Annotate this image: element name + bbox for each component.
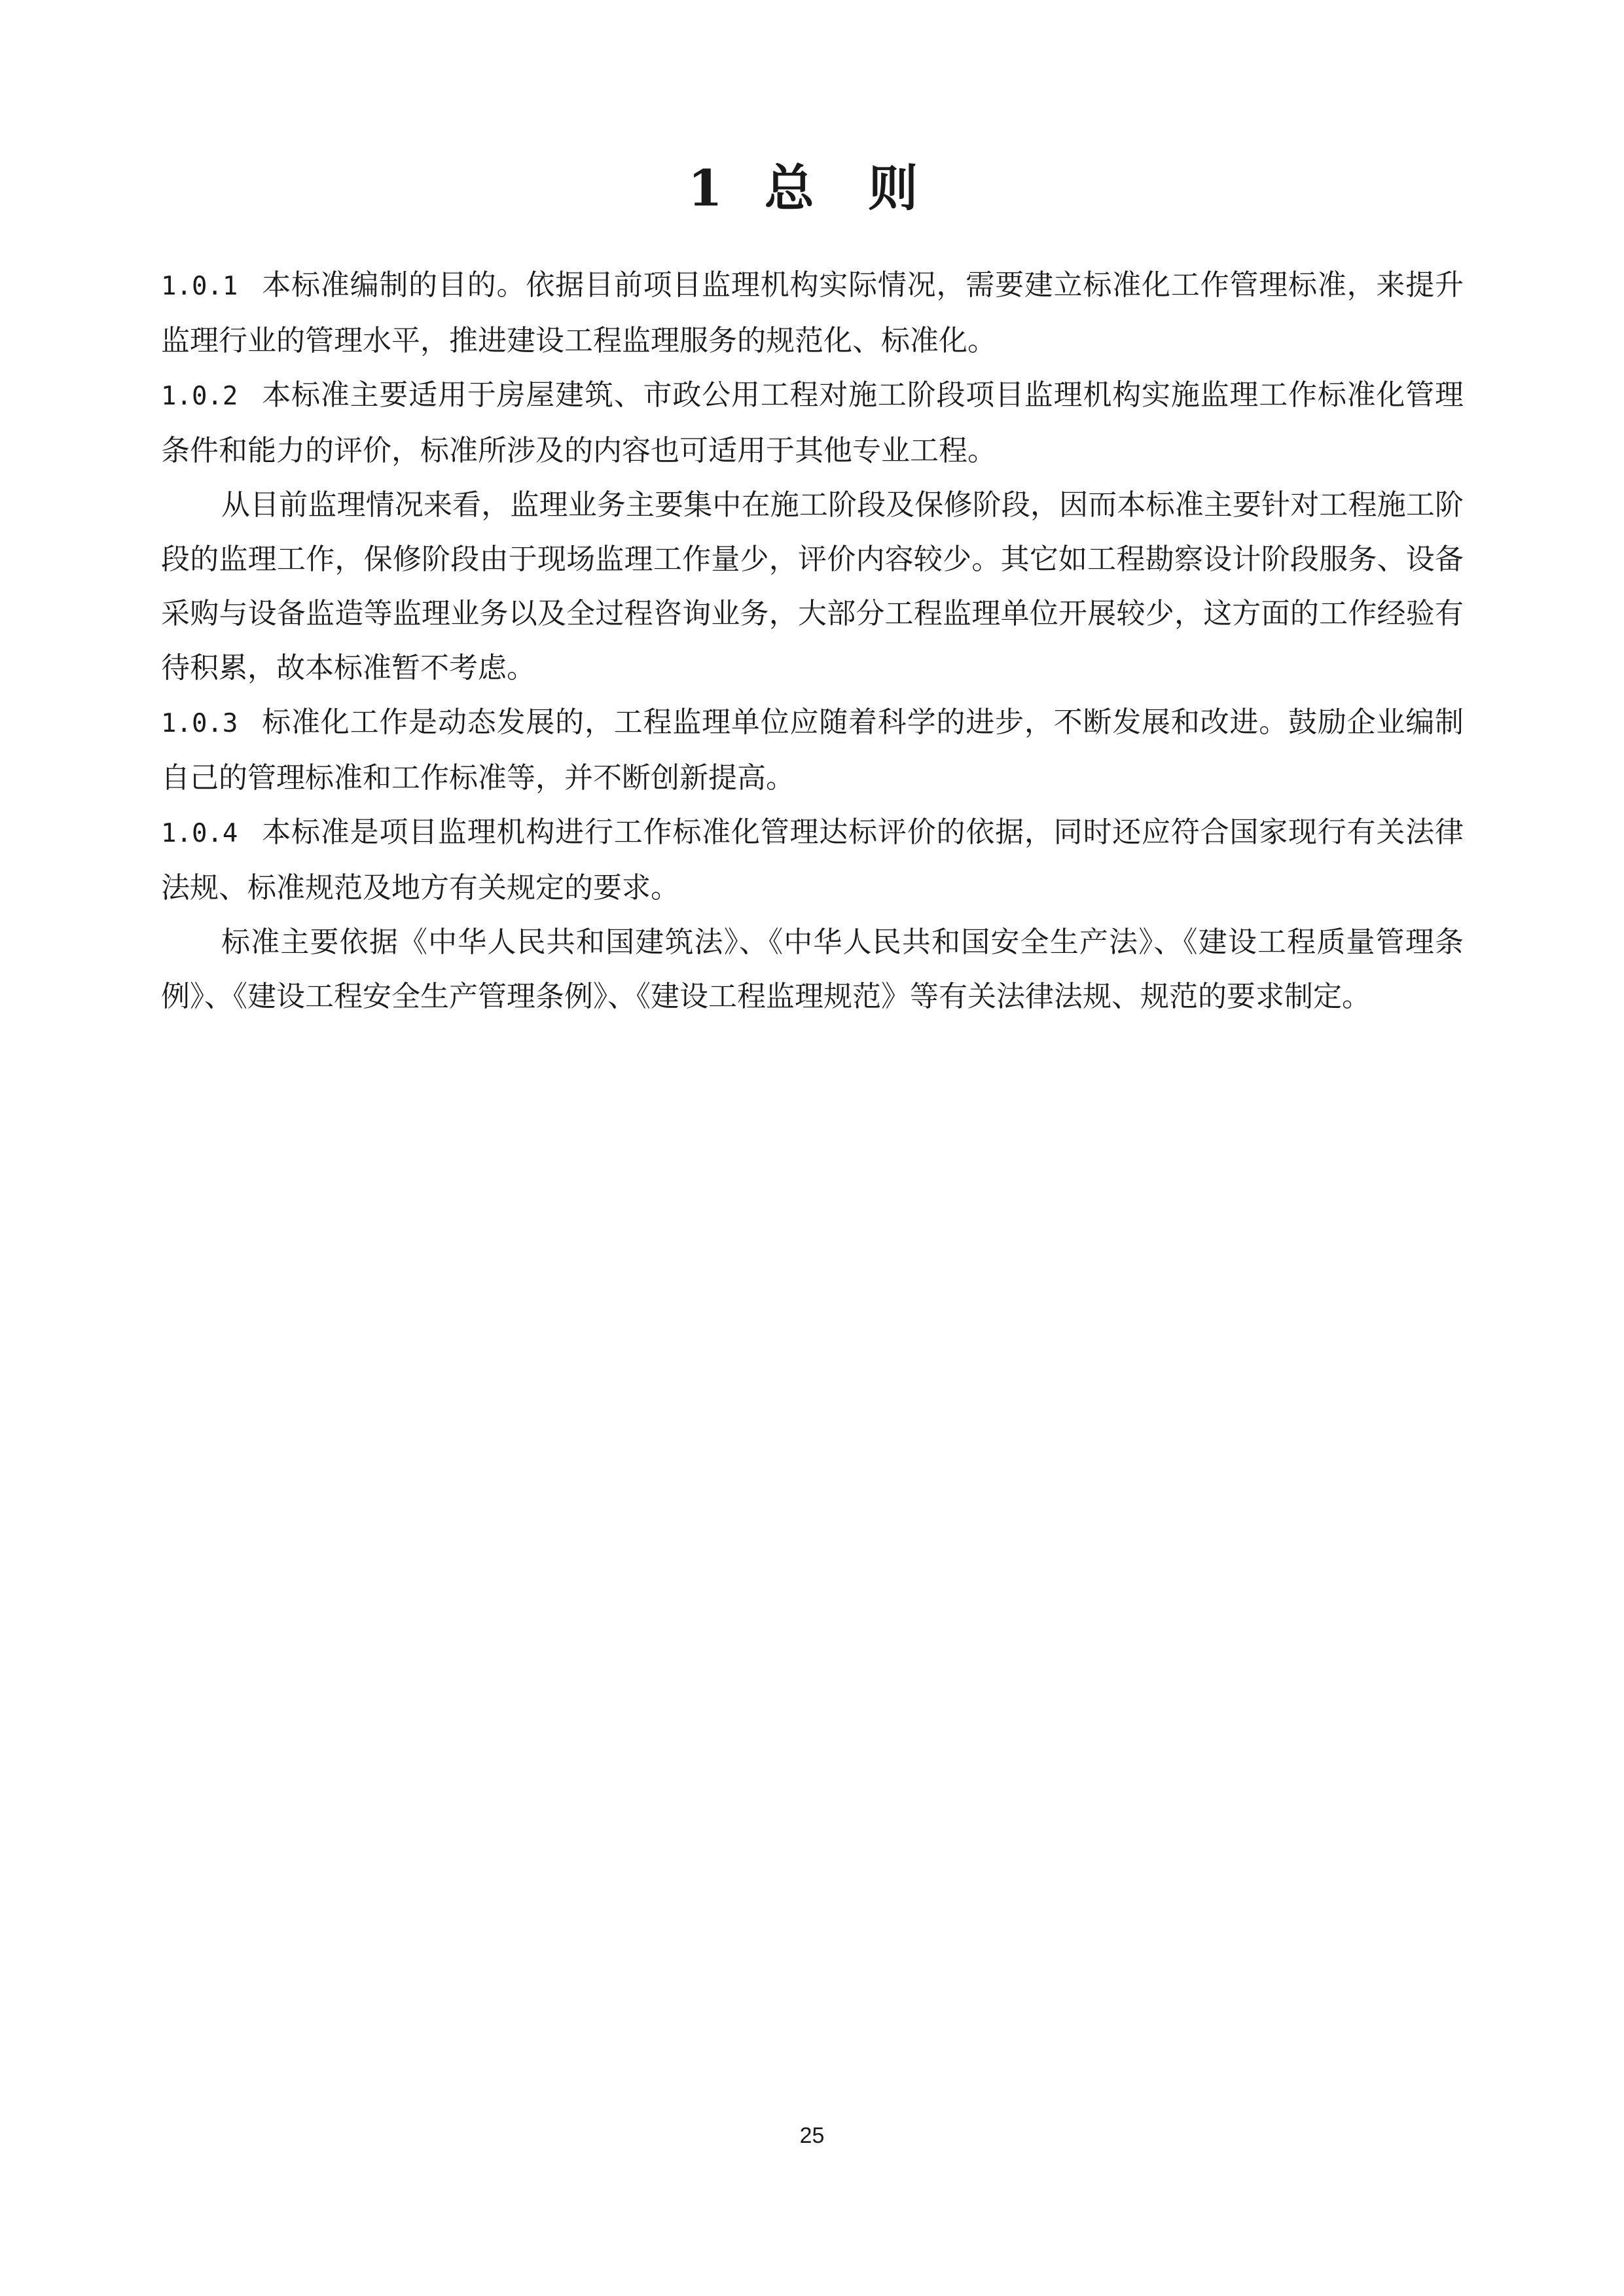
clause-number: 1.0.2 (161, 382, 238, 411)
clause-number: 1.0.1 (161, 272, 238, 301)
clause-number: 1.0.3 (161, 709, 238, 738)
paragraph-text: 标准主要依据《中华人民共和国建筑法》、《中华人民共和国安全生产法》、《建设工程质量管理条例》、《建设工程安全生产管理条例》、《建设工程监理规范》等有关法律法规、规范的要求制定。 (161, 925, 1464, 1013)
clause-1-0-3 (161, 695, 1464, 805)
clause-text: 本标准编制的目的。依据目前项目监理机构实际情况，需要建立标准化工作管理标准，来提升监理行业的管理水平，推进建设工程监理服务的规范化、标准化。 (161, 268, 1464, 357)
clause-1-0-2 (161, 368, 1464, 478)
clause-text: 本标准主要适用于房屋建筑、市政公用工程对施工阶段项目监理机构实施监理工作标准化管理条件和能力的评价，标准所涉及的内容也可适用于其他专业工程。 (161, 378, 1464, 467)
clause-1-0-1 (161, 258, 1464, 368)
clause-1-0-4 (161, 805, 1464, 915)
clause-text: 本标准是项目监理机构进行工作标准化管理达标评价的依据，同时还应符合国家现行有关法律法规、标准规范及地方有关规定的要求。 (161, 816, 1464, 905)
chapter-title (0, 149, 1624, 228)
chapter-number: 1 (687, 159, 725, 217)
chapter-body (161, 258, 1464, 1024)
basis-paragraph (161, 915, 1464, 1024)
page-number: 25 (799, 2123, 825, 2148)
explanation-paragraph (161, 478, 1464, 695)
clause-number: 1.0.4 (161, 819, 238, 848)
clause-text: 标准化工作是动态发展的，工程监理单位应随着科学的进步，不断发展和改进。鼓励企业编制自己的管理标准和工作标准等，并不断创新提高。 (161, 706, 1464, 795)
chapter-title-text: 总 则 (764, 159, 937, 217)
paragraph-text: 从目前监理情况来看，监理业务主要集中在施工阶段及保修阶段，因而本标准主要针对工程施工阶段的监理工作，保修阶段由于现场监理工作量少，评价内容较少。其它如工程勘察设计阶段服务、设备采购与设备监造等监理业务以及全过程咨询业务，大部分工程监理单位开展较少，这方面的工作经验有待积累，故本标准暂不考虑。 (161, 488, 1464, 685)
